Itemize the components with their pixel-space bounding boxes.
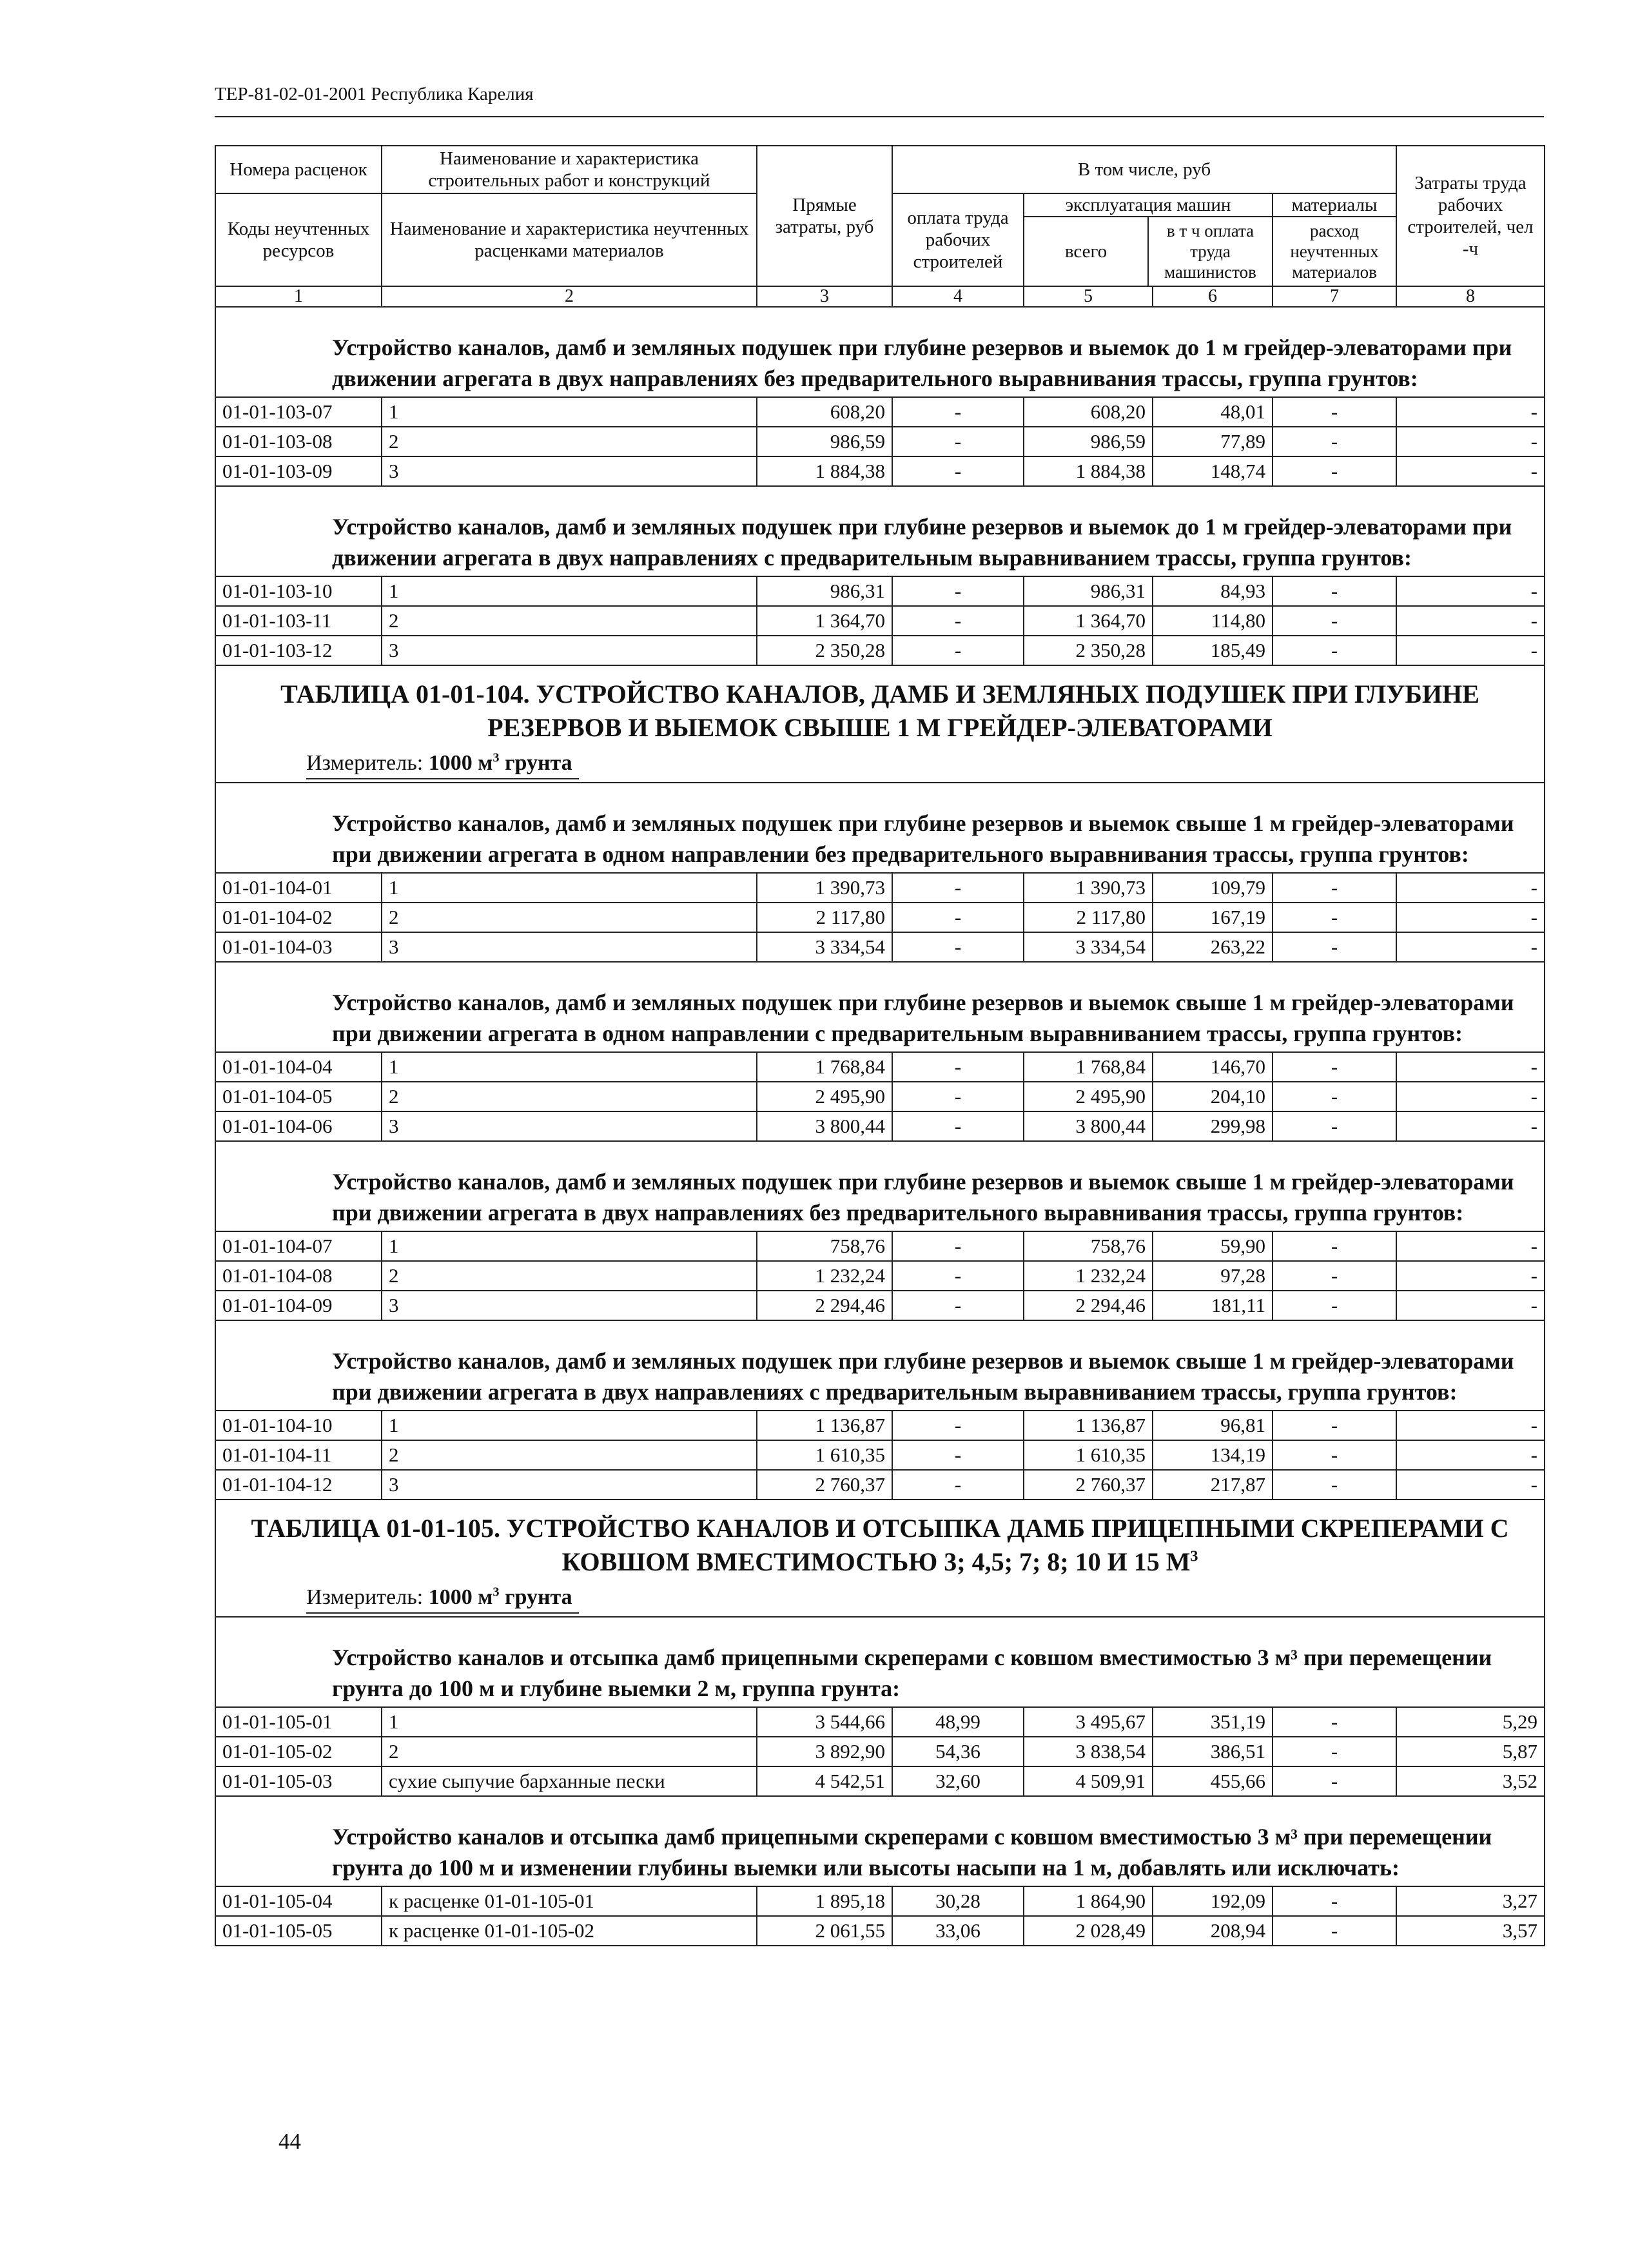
materials-cost: - [1273, 1291, 1396, 1320]
machine-total: 1 232,24 [1024, 1261, 1153, 1291]
rate-code: 01-01-105-05 [215, 1916, 382, 1946]
labor-hours: - [1396, 1470, 1545, 1500]
labor-pay: - [892, 1470, 1024, 1500]
rate-code: 01-01-104-09 [215, 1291, 382, 1320]
header-labor-pay: оплата труда рабочих строителей [892, 193, 1024, 286]
materials-cost: - [1273, 1411, 1396, 1440]
materials-cost: - [1273, 932, 1396, 962]
table-title [215, 665, 1545, 748]
rate-code: 01-01-104-10 [215, 1411, 382, 1440]
rate-code: 01-01-104-07 [215, 1231, 382, 1261]
rate-description: 2 [382, 903, 757, 932]
rate-description: к расценке 01-01-105-01 [382, 1886, 757, 1916]
table-title [215, 1500, 1545, 1583]
rate-code: 01-01-105-04 [215, 1886, 382, 1916]
rate-description: 3 [382, 636, 757, 665]
materials-cost: - [1273, 576, 1396, 606]
rate-code: 01-01-104-06 [215, 1111, 382, 1141]
machinist-pay: 299,98 [1153, 1111, 1273, 1141]
col-number: 4 [892, 286, 1024, 307]
table-row [215, 1231, 1545, 1261]
machinist-pay: 59,90 [1153, 1231, 1273, 1261]
section-title: Устройство каналов и отсыпка дамб прицепными скреперами с ковшом вместимостью 3 м³ при перемещении грунта до 100 м и глубине выемки 2 м, группа грунта: [215, 1617, 1545, 1707]
rate-description: 1 [382, 1052, 757, 1082]
machinist-pay: 48,01 [1153, 397, 1273, 427]
rate-description: 1 [382, 873, 757, 903]
table-row [215, 1082, 1545, 1111]
labor-hours: 5,87 [1396, 1737, 1545, 1766]
machine-total: 1 610,35 [1024, 1440, 1153, 1470]
labor-hours: - [1396, 427, 1545, 456]
section-title: Устройство каналов, дамб и земляных подушек при глубине резервов и выемок свыше 1 м грейдер-элеваторами при движении агрегата в двух направлениях без предварительного выравнивания трассы, группа грунтов: [215, 1141, 1545, 1231]
machinist-pay: 148,74 [1153, 456, 1273, 486]
machinist-pay: 455,66 [1153, 1766, 1273, 1796]
machine-total: 608,20 [1024, 397, 1153, 427]
labor-pay: - [892, 636, 1024, 665]
meter-unit: грунта [505, 1585, 572, 1609]
materials-cost: - [1273, 1082, 1396, 1111]
meter-label: Измеритель: [306, 1585, 424, 1609]
labor-hours: - [1396, 1440, 1545, 1470]
labor-hours: - [1396, 1111, 1545, 1141]
meter-sup: 3 [493, 750, 500, 765]
table-row [215, 903, 1545, 932]
materials-cost: - [1273, 1916, 1396, 1946]
direct-costs: 608,20 [757, 397, 892, 427]
table-row [215, 576, 1545, 606]
header-unaccounted-materials: расход неучтенных материалов [1290, 221, 1379, 282]
rate-description: 1 [382, 397, 757, 427]
header-col-numbers [215, 286, 1545, 307]
labor-pay: - [892, 576, 1024, 606]
labor-pay: 54,36 [892, 1737, 1024, 1766]
labor-hours: - [1396, 1261, 1545, 1291]
table-row [215, 427, 1545, 456]
machine-total: 1 390,73 [1024, 873, 1153, 903]
section-title: Устройство каналов, дамб и земляных подушек при глубине резервов и выемок свыше 1 м грейдер-элеваторами при движении агрегата в одном направлении с предварительным выравниванием трассы, группа грунтов: [215, 962, 1545, 1052]
labor-hours: - [1396, 456, 1545, 486]
table-row [215, 873, 1545, 903]
table-row [215, 1916, 1545, 1946]
table-row [215, 1737, 1545, 1766]
direct-costs: 3 800,44 [757, 1111, 892, 1141]
machinist-pay: 134,19 [1153, 1440, 1273, 1470]
machinist-pay: 167,19 [1153, 903, 1273, 932]
direct-costs: 986,31 [757, 576, 892, 606]
labor-hours: 3,57 [1396, 1916, 1545, 1946]
direct-costs: 1 364,70 [757, 606, 892, 636]
labor-hours: - [1396, 1411, 1545, 1440]
machinist-pay: 114,80 [1153, 606, 1273, 636]
rate-description: 1 [382, 576, 757, 606]
meter-unit: грунта [505, 751, 572, 775]
labor-hours: - [1396, 636, 1545, 665]
header-machines-group [1024, 193, 1273, 286]
col-number: 1 [215, 286, 382, 307]
direct-costs: 1 768,84 [757, 1052, 892, 1082]
page-number: 44 [278, 2129, 301, 2154]
direct-costs: 1 895,18 [757, 1886, 892, 1916]
rate-code: 01-01-105-03 [215, 1766, 382, 1796]
machine-total: 986,31 [1024, 576, 1153, 606]
labor-pay: - [892, 606, 1024, 636]
machine-total: 1 136,87 [1024, 1411, 1153, 1440]
rates-table [215, 145, 1545, 1946]
rate-code: 01-01-103-07 [215, 397, 382, 427]
header-row-1 [215, 146, 1545, 193]
labor-pay: - [892, 1291, 1024, 1320]
section-title: Устройство каналов и отсыпка дамб прицепными скреперами с ковшом вместимостью 3 м³ при перемещении грунта до 100 м и изменении глубины выемки или высоты насыпи на 1 м, добавлять или исключать: [215, 1796, 1545, 1886]
labor-hours: 3,52 [1396, 1766, 1545, 1796]
labor-pay: 48,99 [892, 1707, 1024, 1737]
table-row [215, 606, 1545, 636]
header-work-name: Наименование и характеристика строительных работ и конструкций [382, 146, 757, 193]
materials-cost: - [1273, 1111, 1396, 1141]
rate-description: 1 [382, 1231, 757, 1261]
rate-description: 2 [382, 1440, 757, 1470]
machinist-pay: 109,79 [1153, 873, 1273, 903]
col-number: 6 [1153, 286, 1273, 307]
labor-hours: - [1396, 576, 1545, 606]
table-row [215, 1886, 1545, 1916]
rate-description: 3 [382, 456, 757, 486]
labor-hours: - [1396, 932, 1545, 962]
col-number: 7 [1273, 286, 1396, 307]
meter [215, 748, 1545, 783]
machinist-pay: 97,28 [1153, 1261, 1273, 1291]
materials-cost: - [1273, 1766, 1396, 1796]
direct-costs: 2 061,55 [757, 1916, 892, 1946]
direct-costs: 986,59 [757, 427, 892, 456]
labor-pay: - [892, 932, 1024, 962]
direct-costs: 1 136,87 [757, 1411, 892, 1440]
rate-code: 01-01-103-08 [215, 427, 382, 456]
table-title-text: ТАБЛИЦА 01-01-105. УСТРОЙСТВО КАНАЛОВ И ОТСЫПКА ДАМБ ПРИЦЕПНЫМИ СКРЕПЕРАМИ С КОВШОМ ВМЕСТИМОСТЬЮ 3; 4,5; 7; 8; 10 И 15 М [251, 1514, 1509, 1576]
direct-costs: 1 232,24 [757, 1261, 892, 1291]
labor-pay: - [892, 427, 1024, 456]
rate-description: 3 [382, 932, 757, 962]
materials-cost: - [1273, 606, 1396, 636]
labor-pay: 30,28 [892, 1886, 1024, 1916]
rate-description: 2 [382, 1082, 757, 1111]
rate-code: 01-01-103-12 [215, 636, 382, 665]
table-row [215, 456, 1545, 486]
direct-costs: 1 884,38 [757, 456, 892, 486]
rate-code: 01-01-105-02 [215, 1737, 382, 1766]
rate-code: 01-01-104-02 [215, 903, 382, 932]
machinist-pay: 204,10 [1153, 1082, 1273, 1111]
machine-total: 2 117,80 [1024, 903, 1153, 932]
labor-pay: - [892, 1231, 1024, 1261]
rate-description: 1 [382, 1411, 757, 1440]
table-row [215, 397, 1545, 427]
section-title-row [215, 1796, 1545, 1886]
meter-sup: 3 [493, 1585, 500, 1599]
table-row [215, 1766, 1545, 1796]
machine-total: 3 838,54 [1024, 1737, 1153, 1766]
section-title-row [215, 1141, 1545, 1231]
meter-value: 1000 м [428, 751, 493, 775]
machine-total: 2 495,90 [1024, 1082, 1153, 1111]
table-row [215, 1470, 1545, 1500]
direct-costs: 758,76 [757, 1231, 892, 1261]
materials-cost: - [1273, 1886, 1396, 1916]
col-number: 8 [1396, 286, 1545, 307]
table-title-sup: 3 [1190, 1548, 1198, 1565]
labor-hours: - [1396, 1052, 1545, 1082]
rate-code: 01-01-104-11 [215, 1440, 382, 1470]
machinist-pay: 96,81 [1153, 1411, 1273, 1440]
labor-pay: - [892, 903, 1024, 932]
rate-code: 01-01-105-01 [215, 1707, 382, 1737]
materials-cost: - [1273, 1737, 1396, 1766]
machine-total: 3 334,54 [1024, 932, 1153, 962]
running-header: ТЕР-81-02-01-2001 Республика Карелия [215, 84, 534, 104]
machinist-pay: 217,87 [1153, 1470, 1273, 1500]
header-machinist-pay: в т ч оплата труда машинистов [1164, 221, 1256, 282]
direct-costs: 2 495,90 [757, 1082, 892, 1111]
direct-costs: 3 334,54 [757, 932, 892, 962]
meter-value: 1000 м [428, 1585, 493, 1609]
meter-row [215, 748, 1545, 783]
materials-cost: - [1273, 1261, 1396, 1291]
header-rule [215, 116, 1544, 117]
table-row [215, 932, 1545, 962]
rate-description: 2 [382, 1261, 757, 1291]
rate-code: 01-01-104-08 [215, 1261, 382, 1291]
section-title: Устройство каналов, дамб и земляных подушек при глубине резервов и выемок до 1 м грейдер-элеваторами при движении агрегата в двух направлениях с предварительным выравниванием трассы, группа грунтов: [215, 486, 1545, 576]
section-title-row [215, 486, 1545, 576]
direct-costs: 2 294,46 [757, 1291, 892, 1320]
rate-code: 01-01-104-01 [215, 873, 382, 903]
rate-description: 2 [382, 606, 757, 636]
materials-cost: - [1273, 1231, 1396, 1261]
col-number: 3 [757, 286, 892, 307]
direct-costs: 2 350,28 [757, 636, 892, 665]
machine-total: 3 800,44 [1024, 1111, 1153, 1141]
labor-pay: - [892, 1052, 1024, 1082]
table-row [215, 636, 1545, 665]
machinist-pay: 146,70 [1153, 1052, 1273, 1082]
meter-label: Измеритель: [306, 751, 424, 775]
rate-description: 1 [382, 1707, 757, 1737]
labor-pay: - [892, 873, 1024, 903]
rate-code: 01-01-104-04 [215, 1052, 382, 1082]
machinist-pay: 181,11 [1153, 1291, 1273, 1320]
labor-pay: - [892, 1082, 1024, 1111]
table-row [215, 1261, 1545, 1291]
labor-hours: 5,29 [1396, 1707, 1545, 1737]
direct-costs: 4 542,51 [757, 1766, 892, 1796]
direct-costs: 2 760,37 [757, 1470, 892, 1500]
rate-code: 01-01-103-09 [215, 456, 382, 486]
machine-total: 2 028,49 [1024, 1916, 1153, 1946]
rate-code: 01-01-104-03 [215, 932, 382, 962]
labor-pay: - [892, 1111, 1024, 1141]
labor-pay: - [892, 1261, 1024, 1291]
section-title-row [215, 1320, 1545, 1411]
header-materials-group [1273, 193, 1396, 286]
header-machine-operation: эксплуатация машин [1024, 194, 1272, 217]
table-row [215, 1411, 1545, 1440]
machinist-pay: 84,93 [1153, 576, 1273, 606]
labor-pay: - [892, 456, 1024, 486]
materials-cost: - [1273, 1470, 1396, 1500]
section-title: Устройство каналов, дамб и земляных подушек при глубине резервов и выемок свыше 1 м грейдер-элеваторами при движении агрегата в двух направлениях с предварительным выравниванием трассы, группа грунтов: [215, 1320, 1545, 1411]
rate-code: 01-01-103-11 [215, 606, 382, 636]
table-row [215, 1291, 1545, 1320]
header-direct-costs: Прямые затраты, руб [757, 146, 892, 286]
machine-total: 1 864,90 [1024, 1886, 1153, 1916]
machine-total: 986,59 [1024, 427, 1153, 456]
direct-costs: 2 117,80 [757, 903, 892, 932]
section-title: Устройство каналов, дамб и земляных подушек при глубине резервов и выемок до 1 м грейдер-элеваторами при движении агрегата в двух направлениях без предварительного выравнивания трассы, группа грунтов: [215, 307, 1545, 397]
machinist-pay: 351,19 [1153, 1707, 1273, 1737]
rate-description: 2 [382, 427, 757, 456]
table-row [215, 1440, 1545, 1470]
materials-cost: - [1273, 1707, 1396, 1737]
machine-total: 2 294,46 [1024, 1291, 1153, 1320]
machine-total: 1 884,38 [1024, 456, 1153, 486]
machinist-pay: 77,89 [1153, 427, 1273, 456]
labor-pay: 33,06 [892, 1916, 1024, 1946]
rate-description: 3 [382, 1470, 757, 1500]
machine-total: 1 364,70 [1024, 606, 1153, 636]
labor-hours: - [1396, 873, 1545, 903]
rate-code: 01-01-103-10 [215, 576, 382, 606]
header-machine-total: всего [1024, 217, 1149, 286]
machinist-pay: 263,22 [1153, 932, 1273, 962]
header-including: В том числе, руб [892, 146, 1396, 193]
machinist-pay: 192,09 [1153, 1886, 1273, 1916]
labor-pay: 32,60 [892, 1766, 1024, 1796]
rate-description: 2 [382, 1737, 757, 1766]
machinist-pay: 185,49 [1153, 636, 1273, 665]
machine-total: 2 350,28 [1024, 636, 1153, 665]
rate-description: 3 [382, 1111, 757, 1141]
labor-hours: - [1396, 1291, 1545, 1320]
rate-code: 01-01-104-05 [215, 1082, 382, 1111]
machine-total: 3 495,67 [1024, 1707, 1153, 1737]
direct-costs: 1 390,73 [757, 873, 892, 903]
section-title-row [215, 962, 1545, 1052]
labor-hours: - [1396, 397, 1545, 427]
table-row [215, 1052, 1545, 1082]
table-row [215, 1707, 1545, 1737]
col-number: 5 [1024, 286, 1153, 307]
machine-total: 758,76 [1024, 1231, 1153, 1261]
materials-cost: - [1273, 427, 1396, 456]
section-title-row [215, 307, 1545, 397]
labor-pay: - [892, 397, 1024, 427]
rate-description: к расценке 01-01-105-02 [382, 1916, 757, 1946]
section-title-row [215, 783, 1545, 873]
header-labor-costs: Затраты труда рабочих строителей, чел -ч [1396, 146, 1545, 286]
rate-description: 3 [382, 1291, 757, 1320]
labor-hours: - [1396, 903, 1545, 932]
machinist-pay: 208,94 [1153, 1916, 1273, 1946]
labor-hours: - [1396, 1082, 1545, 1111]
materials-cost: - [1273, 397, 1396, 427]
header-materials: материалы [1273, 194, 1396, 217]
meter-row [215, 1583, 1545, 1617]
rate-description: сухие сыпучие барханные пески [382, 1766, 757, 1796]
labor-pay: - [892, 1411, 1024, 1440]
labor-pay: - [892, 1440, 1024, 1470]
rate-code: 01-01-104-12 [215, 1470, 382, 1500]
materials-cost: - [1273, 903, 1396, 932]
header-material-name: Наименование и характеристика неучтенных расценками материалов [382, 193, 757, 286]
labor-hours: - [1396, 1231, 1545, 1261]
machine-total: 2 760,37 [1024, 1470, 1153, 1500]
header-resource-codes: Коды неучтенных ресурсов [215, 193, 382, 286]
section-title: Устройство каналов, дамб и земляных подушек при глубине резервов и выемок свыше 1 м грейдер-элеваторами при движении агрегата в одном направлении без предварительного выравнивания трассы, группа грунтов: [215, 783, 1545, 873]
materials-cost: - [1273, 873, 1396, 903]
header-rate-number: Номера расценок [215, 146, 382, 193]
machine-total: 1 768,84 [1024, 1052, 1153, 1082]
direct-costs: 1 610,35 [757, 1440, 892, 1470]
machinist-pay: 386,51 [1153, 1737, 1273, 1766]
machine-total: 4 509,91 [1024, 1766, 1153, 1796]
section-title-row [215, 1617, 1545, 1707]
materials-cost: - [1273, 1052, 1396, 1082]
table-title-text: ТАБЛИЦА 01-01-104. УСТРОЙСТВО КАНАЛОВ, ДАМБ И ЗЕМЛЯНЫХ ПОДУШЕК ПРИ ГЛУБИНЕ РЕЗЕРВОВ И ВЫЕМОК СВЫШЕ 1 М ГРЕЙДЕР-ЭЛЕВАТОРАМИ [280, 679, 1479, 742]
meter [215, 1583, 1545, 1617]
direct-costs: 3 892,90 [757, 1737, 892, 1766]
direct-costs: 3 544,66 [757, 1707, 892, 1737]
labor-hours: 3,27 [1396, 1886, 1545, 1916]
col-number: 2 [382, 286, 757, 307]
table-row [215, 1111, 1545, 1141]
materials-cost: - [1273, 1440, 1396, 1470]
materials-cost: - [1273, 456, 1396, 486]
table-title-row [215, 665, 1545, 748]
materials-cost: - [1273, 636, 1396, 665]
labor-hours: - [1396, 606, 1545, 636]
table-title-row [215, 1500, 1545, 1583]
